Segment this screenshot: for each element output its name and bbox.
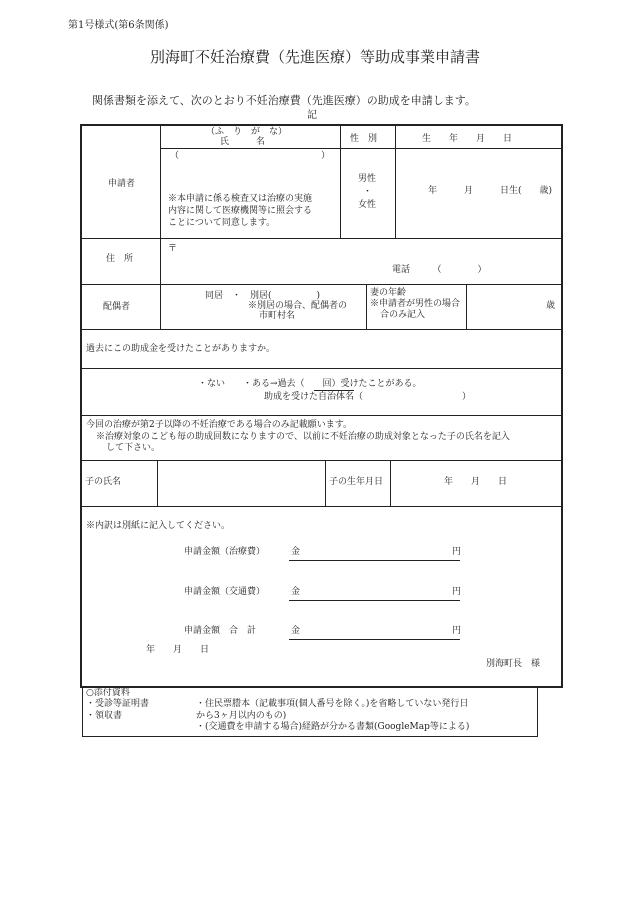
consent-text-2: 内容に関して医療機関等に照会する [168,206,313,216]
child-name-field[interactable] [162,466,320,500]
birthdate-label: 生 年 月 日 [422,134,513,144]
amount-transport-label: 申請金額（交通費） [184,587,266,597]
separation-note-2: 市町村名 [259,311,296,321]
attachment-certificate: ・受診等証明書 [86,699,150,709]
divider [395,126,396,238]
amount-total-label: 申請金額 合 計 [184,626,257,636]
wife-age-note-1: ※申請者が男性の場合 [370,299,461,309]
postal-mark: 〒 [168,244,178,254]
breakdown-note: ※内訳は別紙に記入してください。 [86,521,231,531]
attachment-resident-record: ・住民票謄本（記載事項(個人番号を除く。)を省略していない発行日 [196,699,469,709]
ki-label: 記 [307,110,317,121]
count-underline [314,390,354,391]
amount-transport-prefix: 金 [291,587,301,597]
divider [161,148,562,149]
child-name-label: 子の氏名 [85,477,122,487]
amount-total-unit: 円 [452,626,462,636]
name-paren-close: ） [321,151,331,161]
prior-municipality[interactable]: 助成を受けた自治体名（ ） [264,392,472,402]
divider [325,461,326,506]
attachment-receipt: ・領収書 [86,711,123,721]
sex-option-male[interactable]: 男性 [358,174,377,184]
furigana-label: （ふ り が な） [206,127,288,137]
amount-total-prefix: 金 [291,626,301,636]
form-number: 第1号様式(第6条関係) [68,20,169,31]
separation-note-1: ※別居の場合、配偶者の [248,301,348,311]
amount-treatment-label: 申請金額（治療費） [184,547,266,557]
sex-option-separator: ・ [363,187,373,197]
history-answer[interactable]: ・ない ・ある→過去（ 回）受けたことがある。 [198,379,422,389]
address-field[interactable] [180,244,550,258]
applicant-name-field[interactable] [170,163,320,175]
wife-age-label: 妻の年齢 [370,288,407,298]
application-form [80,124,563,688]
spouse-label: 配偶者 [103,302,131,312]
amount-treatment-field[interactable] [289,560,460,561]
consent-text-3: ことについて同意します。 [168,218,276,228]
child-birthdate-field[interactable]: 年 月 日 [444,477,508,487]
divider [160,126,161,329]
name-paren-open: （ [170,151,180,161]
second-child-note-3: して下さい。 [106,443,161,453]
birthdate-value[interactable]: 年 月 日生( 歳) [428,186,553,196]
address-label: 住 所 [106,254,134,264]
attachment-route-document: ・(交通費を申請する場合)経路が分かる書類(GoogleMap等による) [196,722,470,732]
divider [81,506,562,507]
divider [81,284,562,285]
divider [157,461,158,506]
divider [81,329,562,330]
wife-age-note-2: 合のみ記入 [380,310,426,320]
divider [466,285,467,329]
divider [81,460,562,461]
second-child-note-1: 今回の治療が第2子以降の不妊治療である場合のみ記載願います。 [86,420,353,430]
amount-treatment-prefix: 金 [291,547,301,557]
divider [366,285,367,329]
application-date[interactable]: 年 月 日 [146,645,210,655]
wife-age-unit: 歳 [546,301,556,311]
sex-label: 性 別 [350,134,378,144]
cohabitation-status[interactable]: 同居 ・ 別居( ) [205,291,321,301]
divider [81,415,562,416]
divider [81,368,562,369]
sex-option-female[interactable]: 女性 [358,200,377,210]
intro-text: 関係書類を添えて、次のとおり不妊治療費（先進医療）の助成を申請します。 [92,94,476,107]
amount-treatment-unit: 円 [452,547,462,557]
page-title: 別海町不妊治療費（先進医療）等助成事業申請書 [149,48,480,66]
amount-transport-field[interactable] [289,600,460,601]
name-label: 氏 名 [220,137,266,147]
history-question: 過去にこの助成金を受けたことがありますか。 [86,344,276,354]
phone-field[interactable]: 電話 （ ） [392,265,487,275]
amount-total-field[interactable] [289,639,460,640]
attachment-resident-record-2: から3ヶ月以内のもの) [196,711,287,721]
amount-transport-unit: 円 [452,587,462,597]
divider [340,126,341,238]
attachments-title: ○添付資料 [86,688,130,698]
applicant-label: 申請者 [108,179,136,189]
child-birthdate-label: 子の生年月日 [329,477,384,487]
addressee: 別海町長 様 [486,659,541,669]
consent-text-1: ※本申請に係る検査又は治療の実施 [168,194,313,204]
second-child-note-2: ※治療対象のこども毎の助成回数になりますので、以前に不妊治療の助成対象となった子の氏名を記入 [96,432,510,442]
divider [81,238,562,239]
divider [390,461,391,506]
